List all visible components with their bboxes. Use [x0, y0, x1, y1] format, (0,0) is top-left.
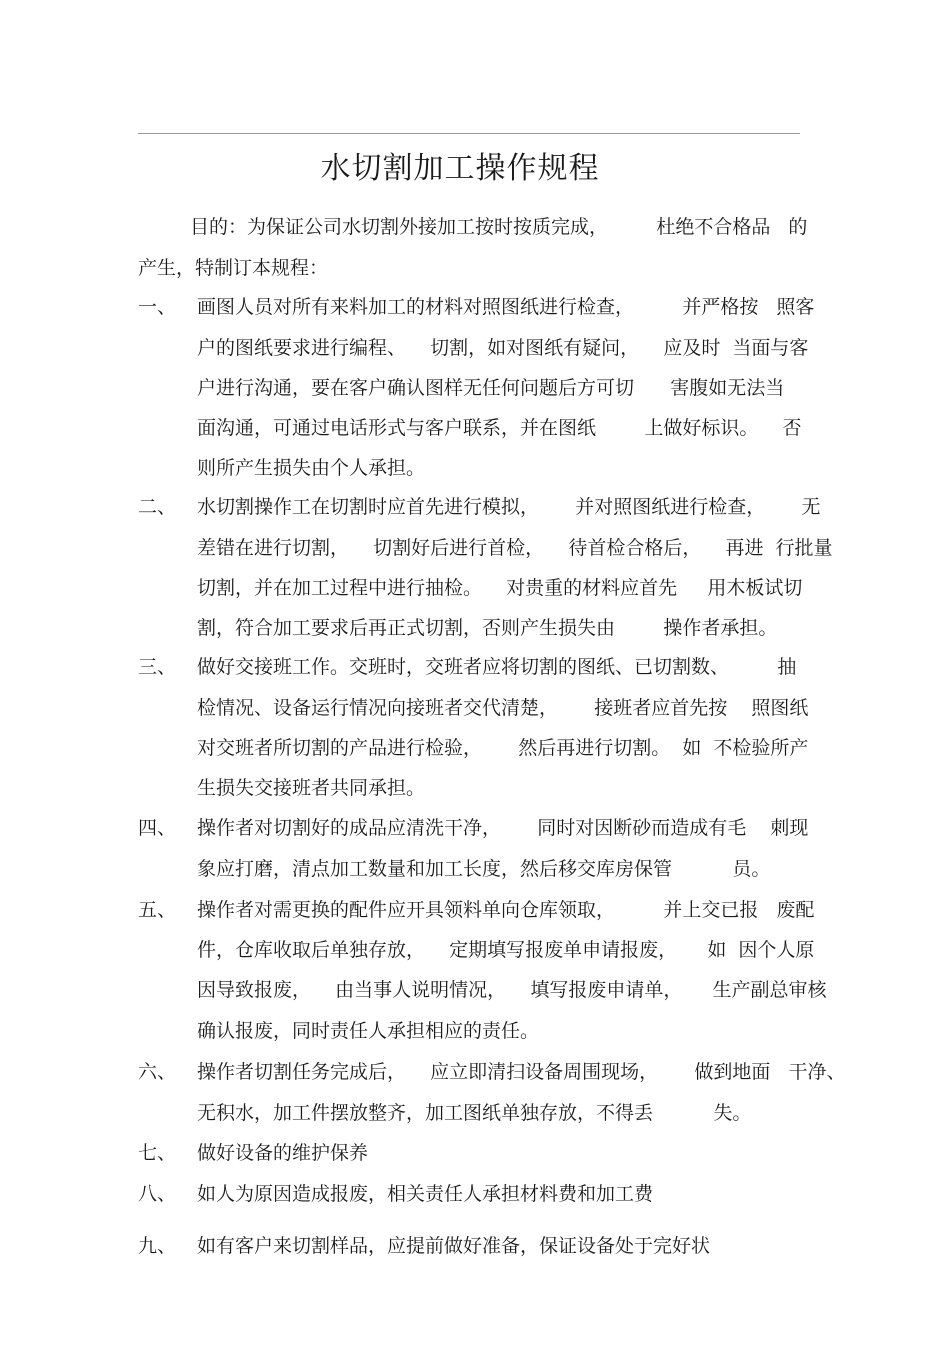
item-number: 七、 [138, 1142, 177, 1164]
item-line: 做好设备的维护保养 [197, 1142, 369, 1164]
item-number: 五、 [138, 899, 177, 921]
item-line: 确认报废，同时责任人承担相应的责任。 [197, 1020, 540, 1042]
item-line: 无积水，加工件摆放整齐，加工图纸单独存放，不得丢 失。 [197, 1102, 752, 1124]
item-line: 户的图纸要求进行编程、 切割，如对图纸有疑问， 应及时 当面与客 [197, 337, 809, 359]
item-number: 三、 [138, 656, 177, 678]
item-line: 差错在进行切割， 切割好后进行首检， 待首检合格后， 再进 行批量 [197, 537, 833, 559]
item-line: 切割，并在加工过程中进行抽检。 对贵重的材料应首先 用木板试切 [197, 577, 803, 599]
item-line: 因导致报废， 由当事人说明情况， 填写报废申请单， 生产副总审核 [197, 979, 827, 1001]
purpose-line: 目的：为保证公司水切割外接加工按时按质完成， 杜绝不合格品 的 [190, 216, 808, 238]
item-line: 操作者对切割好的成品应清洗干净， 同时对因断砂而造成有毛 刺现 [197, 817, 809, 839]
item-line: 对交班者所切割的产品进行检验， 然后再进行切割。 如 不检验所产 [197, 737, 809, 759]
item-number: 八、 [138, 1183, 177, 1205]
item-line: 象应打磨，清点加工数量和加工长度，然后移交库房保管 员。 [197, 858, 771, 880]
item-number: 四、 [138, 817, 177, 839]
item-line: 做好交接班工作。交班时，交班者应将切割的图纸、已切割数、 抽 [197, 656, 797, 678]
item-line: 水切割操作工在切割时应首先进行模拟， 并对照图纸进行检查， 无 [197, 496, 821, 518]
item-number: 一、 [138, 296, 177, 318]
document-title: 水切割加工操作规程 [320, 151, 600, 186]
item-line: 户进行沟通，要在客户确认图样无任何问题后方可切 害腹如无法当 [197, 377, 785, 399]
item-number: 二、 [138, 496, 177, 518]
item-line: 件，仓库收取后单独存放， 定期填写报废单申请报废， 如 因个人原 [197, 939, 815, 961]
item-line: 操作者切割任务完成后， 应立即清扫设备周围现场， 做到地面 干净、 [197, 1061, 846, 1083]
item-line: 操作者对需更换的配件应开具领料单向仓库领取， 并上交已报 废配 [197, 899, 815, 921]
item-number: 九、 [138, 1235, 177, 1257]
purpose-line: 产生，特制订本规程： [138, 257, 329, 279]
header-rule [138, 133, 800, 134]
item-line: 如人为原因造成报废，相关责任人承担材料费和加工费 [197, 1183, 654, 1205]
item-line: 割，符合加工要求后再正式切割，否则产生损失由 操作者承担。 [197, 617, 778, 639]
item-line: 面沟通，可通过电话形式与客户联系，并在图纸 上做好标识。 否 [197, 417, 802, 439]
item-line: 检情况、设备运行情况向接班者交代清楚， 接班者应首先按 照图纸 [197, 697, 809, 719]
item-line: 生损失交接班者共同承担。 [197, 777, 426, 799]
item-line: 则所产生损失由个人承担。 [197, 457, 426, 479]
item-line: 画图人员对所有来料加工的材料对照图纸进行检查， 并严格按 照客 [197, 296, 815, 318]
item-number: 六、 [138, 1061, 177, 1083]
item-line: 如有客户来切割样品，应提前做好准备，保证设备处于完好状 [197, 1235, 711, 1257]
